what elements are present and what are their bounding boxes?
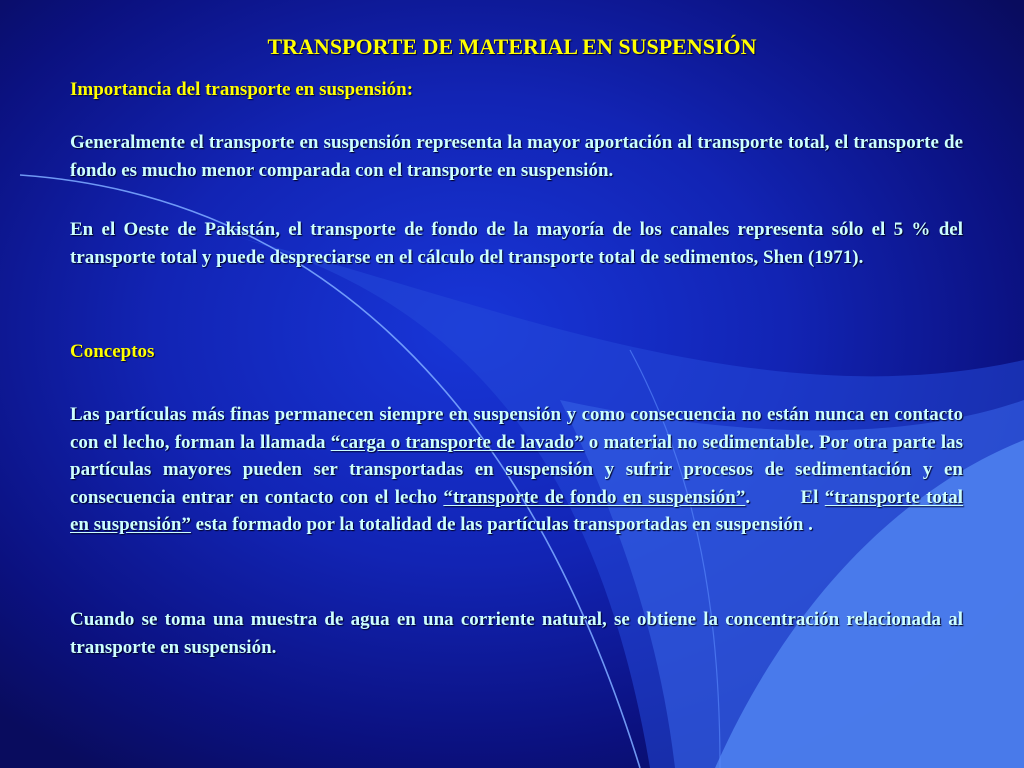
term-total-suspended-load: “transporte total en suspensión” bbox=[70, 486, 964, 535]
paragraph-3-text-2: o material no sedimentable. Por otra parte las partículas mayores pueden ser transportadas en suspensión y sufrir procesos de sedimentación y en consecuencia entrar en contacto con el lecho bbox=[70, 431, 964, 508]
subheading: Importancia del transporte en suspensión: bbox=[70, 79, 414, 100]
term-wash-load: “carga o transporte de lavado” bbox=[330, 431, 584, 453]
paragraph-4: Cuando se toma una muestra de agua en una corriente natural, se obtiene la concentración relacionada al transporte en suspensión. bbox=[70, 609, 963, 658]
paragraph-3-text-4: El bbox=[800, 486, 825, 508]
term-bed-suspended-load: “transporte de fondo en suspensión” bbox=[443, 486, 746, 508]
paragraph-2: En el Oeste de Pakistán, el transporte de fondo de la mayoría de los canales representa sólo el 5 % del transporte total y puede despreciarse en el cálculo del transporte total de sedimentos, Shen (1971). bbox=[70, 219, 963, 268]
slide-title: TRANSPORTE DE MATERIAL EN SUSPENSIÓN bbox=[267, 34, 757, 59]
paragraph-3-text-3: . bbox=[745, 486, 751, 508]
paragraph-3 bbox=[70, 401, 963, 539]
paragraph-3-text-1: Las partículas más finas permanecen siempre en suspensión y como consecuencia no están nunca en contacto con el lecho, forman la llamada bbox=[70, 404, 963, 453]
paragraph-1: Generalmente el transporte en suspensión representa la mayor aportación al transporte total, el transporte de fondo es mucho menor comparada con el transporte en suspensión. bbox=[70, 132, 963, 181]
paragraph-3-text-5: esta formado por la totalidad de las partículas transportadas en suspensión . bbox=[190, 514, 813, 535]
concepts-heading: Conceptos bbox=[70, 341, 155, 362]
